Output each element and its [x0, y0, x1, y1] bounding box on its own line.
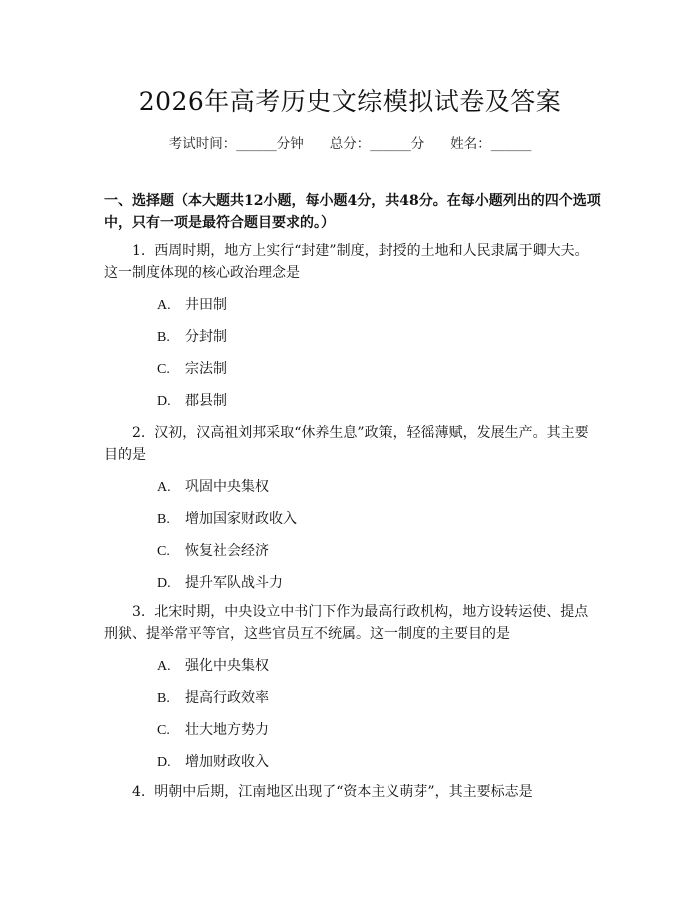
question-2 [104, 422, 602, 466]
option-letter: A. [157, 480, 171, 495]
option-text: 增加财政收入 [185, 754, 269, 770]
question-text: 明朝中后期，江南地区出现了“资本主义萌芽”，其主要标志是 [154, 784, 533, 800]
question-1 [104, 240, 602, 284]
question-3 [104, 601, 602, 645]
question-4 [104, 781, 602, 803]
exam-name-field: 姓名：______ [450, 136, 532, 152]
option-text: 郡县制 [185, 393, 227, 409]
question-3-option-a [157, 656, 269, 677]
option-text: 增加国家财政收入 [185, 511, 297, 527]
question-2-option-d [157, 573, 283, 594]
option-letter: A. [157, 298, 171, 313]
option-text: 宗法制 [185, 361, 227, 377]
question-number: 1. [132, 243, 146, 259]
question-1-option-d [157, 391, 227, 412]
question-1-option-c [157, 359, 227, 380]
question-text: 汉初，汉高祖刘邦采取“休养生息”政策，轻徭薄赋，发展生产。其主要目的是 [104, 425, 589, 463]
option-text: 分封制 [185, 329, 227, 345]
option-text: 提升军队战斗力 [185, 575, 283, 591]
question-3-option-c [157, 720, 269, 741]
option-letter: B. [157, 691, 170, 706]
option-letter: B. [157, 512, 170, 527]
question-number: 2. [132, 425, 146, 441]
option-letter: C. [157, 723, 170, 738]
option-text: 井田制 [185, 297, 227, 313]
option-letter: A. [157, 659, 171, 674]
option-text: 巩固中央集权 [185, 479, 269, 495]
option-text: 强化中央集权 [185, 658, 269, 674]
exam-time-field: 考试时间：______分钟 [168, 136, 304, 152]
question-1-option-b [157, 327, 227, 348]
option-text: 壮大地方势力 [185, 722, 269, 738]
question-3-option-d [157, 752, 269, 773]
question-2-option-b [157, 509, 297, 530]
option-text: 恢复社会经济 [185, 543, 269, 559]
question-2-option-a [157, 477, 269, 498]
question-text: 西周时期，地方上实行“封建”制度，封授的土地和人民隶属于卿大夫。这一制度体现的核心政治理念是 [104, 243, 589, 281]
question-number: 4. [132, 784, 146, 800]
question-number: 3. [132, 604, 146, 620]
question-3-option-b [157, 688, 269, 709]
option-letter: C. [157, 362, 170, 377]
section-heading: 一、选择题（本大题共12小题，每小题4分，共48分。在每小题列出的四个选项中，只有一项是最符合题目要求的。） [104, 193, 601, 231]
exam-info-line [0, 132, 700, 152]
option-letter: B. [157, 330, 170, 345]
question-2-option-c [157, 541, 269, 562]
option-text: 提高行政效率 [185, 690, 269, 706]
question-1-option-a [157, 295, 227, 316]
question-text: 北宋时期，中央设立中书门下作为最高行政机构，地方设转运使、提点刑狱、提举常平等官，这些官员互不统属。这一制度的主要目的是 [104, 604, 589, 642]
option-letter: D. [157, 576, 171, 591]
option-letter: C. [157, 544, 170, 559]
option-letter: D. [157, 755, 171, 770]
exam-title: 2026年高考历史文综模拟试卷及答案 [138, 87, 562, 116]
exam-score-field: 总分：______分 [329, 136, 425, 152]
option-letter: D. [157, 394, 171, 409]
